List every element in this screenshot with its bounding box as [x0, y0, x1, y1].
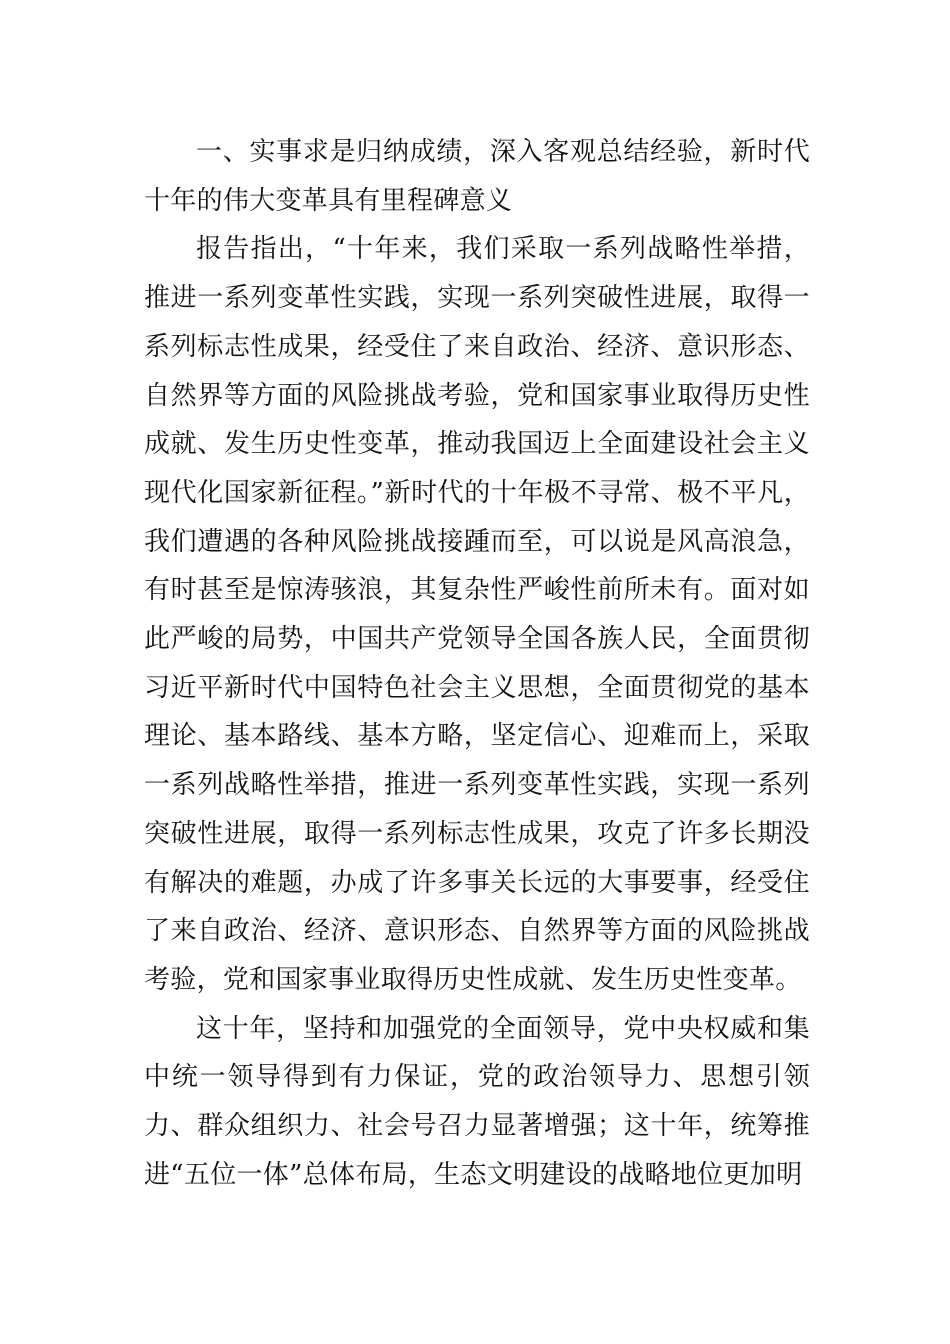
document-body — [144, 128, 810, 1199]
body-paragraph-decade: 这十年，坚持和加强党的全面领导，党中央权威和集中统一领导得到有力保证，党的政治领导力、思想引领力、群众组织力、社会号召力显著增强；这十年，统筹推进“五位一体”总体布局，生态文明建设的战略地位更加明 — [144, 1013, 810, 1190]
body-paragraph-report: 报告指出，“十年来，我们采取一系列战略性举措，推进一系列变革性实践，实现一系列突破性进展，取得一系列标志性成果，经受住了来自政治、经济、意识形态、自然界等方面的风险挑战考验，党和国家事业取得历史性成就、发生历史性变革，推动我国迈上全面建设社会主义现代化国家新征程。”新时代的十年极不寻常、极不平凡，我们遭遇的各种风险挑战接踵而至，可以说是风高浪急，有时甚至是惊涛骇浪，其复杂性严峻性前所未有。面对如此严峻的局势，中国共产党领导全国各族人民，全面贯彻习近平新时代中国特色社会主义思想，全面贯彻党的基本理论、基本路线、基本方略，坚定信心、迎难而上，采取一系列战略性举措，推进一系列变革性实践，实现一系列突破性进展，取得一系列标志性成果，攻克了许多长期没有解决的难题，办成了许多事关长远的大事要事，经受住了来自政治、经济、意识形态、自然界等方面的风险挑战考验，党和国家事业取得历史性成就、发生历史性变革。 — [144, 234, 810, 995]
section-heading-paragraph: 一、实事求是归纳成绩，深入客观总结经验，新时代十年的伟大变革具有里程碑意义 — [144, 137, 810, 216]
